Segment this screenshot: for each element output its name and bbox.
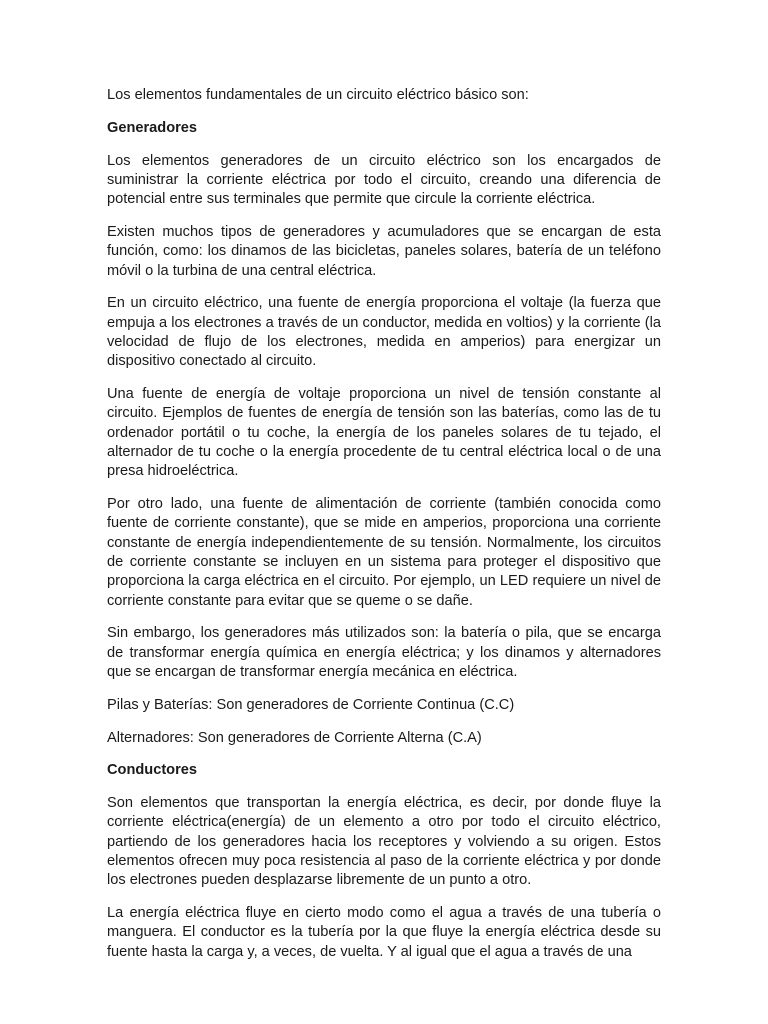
paragraph-conductores-definicion: Son elementos que transportan la energía eléctrica, es decir, por donde fluye la corriente eléctrica(energía) de un elemento a otro por todo el circuito eléctrico, partiendo de los generadores hacia los receptores y volviendo a su origen. Estos elementos ofrecen muy poca resistencia al paso de la corriente eléctrica y por donde los electrones pueden desplazarse libremente de un punto a otro. <box>107 795 661 889</box>
intro-paragraph: Los elementos fundamentales de un circuito eléctrico básico son: <box>107 87 529 103</box>
paragraph-fuente-energia: En un circuito eléctrico, una fuente de energía proporciona el voltaje (la fuerza que empuja a los electrones a través de un conductor, medida en voltios) y la corriente (la velocidad de flujo de los electrones, medida en amperios) para energizar un dispositivo conectado al circuito. <box>107 295 661 370</box>
document-body <box>107 86 661 975</box>
paragraph-generadores-definicion: Los elementos generadores de un circuito eléctrico son los encargados de suministrar la corriente eléctrica por todo el circuito, creando una diferencia de potencial entre sus terminales que permite que circule la corriente eléctrica. <box>107 152 661 208</box>
line-alternadores: Alternadores: Son generadores de Corriente Alterna (C.A) <box>107 729 482 746</box>
line-pilas-baterias: Pilas y Baterías: Son generadores de Corriente Continua (C.C) <box>107 696 515 713</box>
paragraph-fuente-corriente: Por otro lado, una fuente de alimentación de corriente (también conocida como fuente de corriente constante), que se mide en amperios, proporciona una corriente constante de energía independientemente de su tensión. Normalmente, los circuitos de corriente constante se incluyen en un sistema para proteger el dispositivo que proporciona la carga eléctrica en el circuito. Por ejemplo, un LED requiere un nivel de corriente constante para evitar que se queme o se dañe. <box>107 496 661 609</box>
paragraph-generadores-mas-utilizados: Sin embargo, los generadores más utilizados son: la batería o pila, que se encarga de transformar energía química en energía eléctrica; y los dinamos y alternadores que se encargan de transformar energía mecánica en eléctrica. <box>107 625 661 680</box>
heading-conductores: Conductores <box>107 762 197 779</box>
paragraph-tipos-generadores: Existen muchos tipos de generadores y acumuladores que se encargan de esta función, como: los dinamos de las bicicletas, paneles solares, batería de un teléfono móvil o la turbina de una central eléctrica. <box>107 223 661 279</box>
paragraph-fuente-voltaje: Una fuente de energía de voltaje proporciona un nivel de tensión constante al circuito. Ejemplos de fuentes de energía de tensión son las baterías, como las de tu ordenador portátil o tu coche, la energía de los paneles solares de tu tejado, el alternador de tu coche o la energía procedente de tu central eléctrica local o de una presa hidroeléctrica. <box>107 386 661 480</box>
paragraph-conductores-analogia: La energía eléctrica fluye en cierto modo como el agua a través de una tubería o manguera. El conductor es la tubería por la que fluye la energía eléctrica desde su fuente hasta la carga y, a veces, de vuelta. Y al igual que el agua a través de una <box>107 905 661 960</box>
heading-generadores: Generadores <box>107 119 198 136</box>
